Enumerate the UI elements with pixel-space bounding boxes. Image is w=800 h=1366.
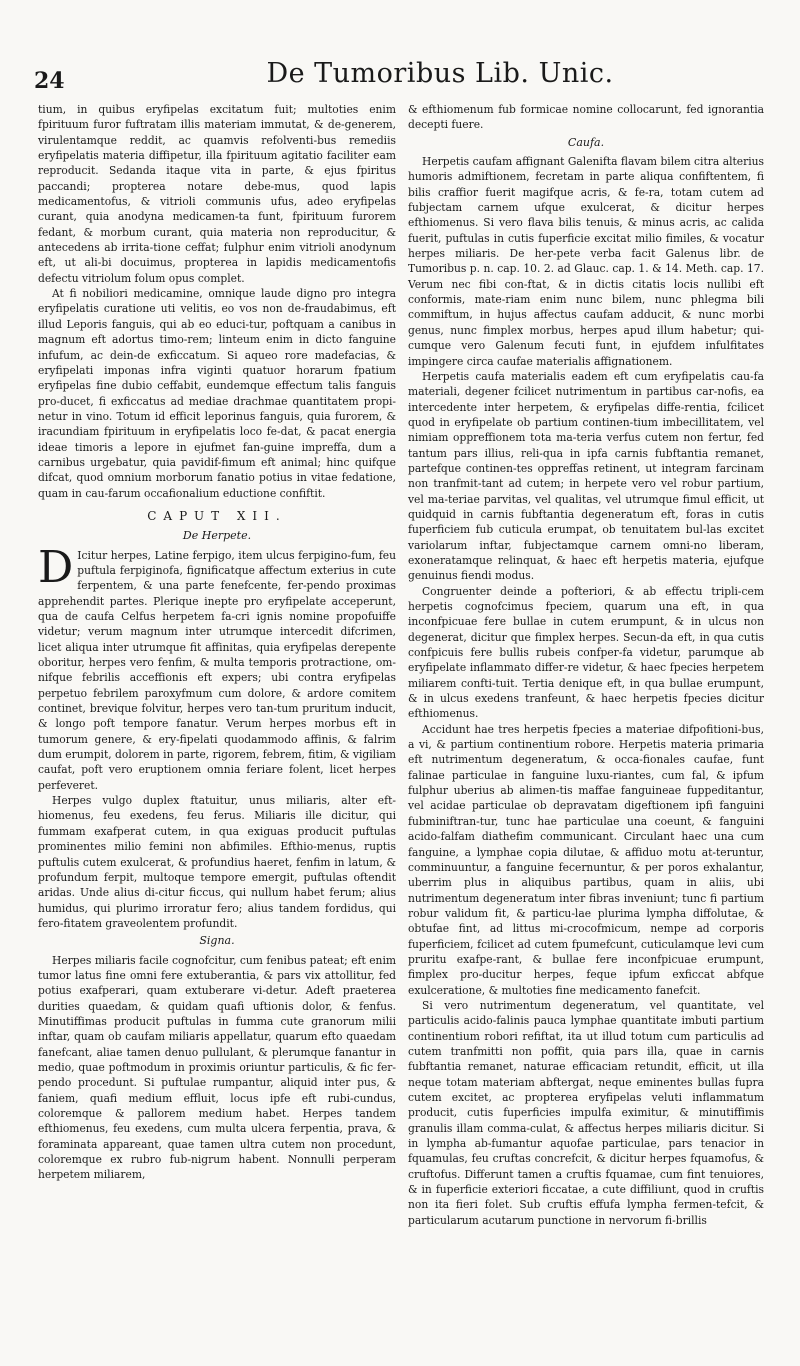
paragraph: & efthiomenum fub formicae nomine collocarunt, fed ignorantia decepti fuere.	[408, 103, 764, 132]
page-number: 24	[34, 68, 65, 94]
paragraph: Si vero nutrimentum degeneratum, vel quantitate, vel particulis acido-falinis pauca lymphae quantitate imbuti partium continentium robori refiftat, ita ut illud totum cum particulis ad cutem tranfmitti non poffit, quia pars illa, quae in carnis fubftantia remanet, naturae efficaciam retundit, efficit, ut illa neque totam materiam abftergat, neque eminentes bullas fupra cutem excitet, ac propterea eryfipelas veluti inflammatum producit, cutis fuperficies impulfa eximitur, & minutiffimis granulis illam comma-culat, & affectus herpes miliaris dicitur. Si in lympha ab-fumantur aquofae particulae, pars tenacior in fquamulas, feu cruftas concrefcit, & dicitur herpes fquamofus, & cruftofus. Differunt tamen a cruftis fquamae, cum fint tenuiores, & in fuperficie exteriori ficcatae, a cute diffiliunt, quod in cruftis non ita fieri folet. Sub cruftis effufa lympha fermen-tefcit, & particularum acutarum punctione in nervorum fi-brillis	[408, 998, 764, 1227]
paragraph: Herpetis caufam affignant Galenifta flavam bilem citra alterius humoris admiftionem, fecretam in parte aliqua confiftentem, fi bilis craffior fuerit magifque acris, & fe-ra, totam cutem ad fubjectam carnem ufque exulcerat, & dicitur herpes efthiomenus. Si vero flava bilis tenuis, & minus acris, ac calida fuerit, puftulas in cutis fuperficie excitat milio fimiles, & vocatur herpes miliaris. De her-pete verba facit Galenus libr. de Tumoribus p. n. cap. 10. 2. ad Glauc. cap. 1. & 14. Meth. cap. 17. Verum nec fibi con-ftat, & in dictis citatis locis nullibi eft conformis, mate-riam enim nunc bilem, nunc phlegma bili commiftum, in hujus affectus caufam adducit, & nunc morbi genus, nunc fimplex morbus, herpes apud illum habetur; qui-cumque vero Galenum fecuti funt, in ejufdem infulfitates impingere circa caufae materialis affignationem.	[408, 155, 764, 368]
paragraph: At fi nobiliori medicamine, omnique laude digno pro integra eryfipelatis curatione uti velitis, eo vos non de-fraudabimus, eft illud Leporis fanguis, qui ab eo educi-tur, poftquam a canibus in magnum eft adortus timo-rem; linteum enim in dicto fanguine infufum, ac dein-de exficcatum. Si aqueo rore madefacias, & eryfipelati imponas infra viginti quatuor horarum fpatium eryfipelas fine dubio ceffabit, eundemque effectum talis fanguis pro-ducet, fi exficcatus ad mediae drachmae quantitatem propi-netur in vino. Totum id efficit leporinus fanguis, quia furorem, & iracundiam fpirituum in eryfipelatis loco fe-dat, & pacat energia ideae timoris a lepore in ejufmet fan-guine impreffa, dum a carnibus urgebatur, quia pavidif-fimum eft animal; hinc quifque difcat, quod omnium morborum fanatio potius in vitae fedatione, quam in cau-farum occafionalium eductione confiftit.	[38, 287, 396, 500]
right-column	[408, 102, 764, 1228]
running-title: De Tumoribus Lib. Unic.	[266, 58, 614, 89]
paragraph: Congruenter deinde a pofteriori, & ab effectu tripli-cem herpetis cognofcimus fpeciem, quarum una eft, in qua inconfpicuae fere bullae in cutem erumpunt, & in ulcus non degenerat, dicitur que fimplex herpes. Secun-da eft, in qua cutis confpicuis fere bullis rubeis confper-fa videtur, parumque ab eryfipelate inflammato differ-re videtur, & haec fpecies herpetem miliarem confti-tuit. Tertia denique eft, in qua bullae erumpunt, & in ulcus exedens tranfeunt, & haec herpetis fpecies dicitur efthiomenus.	[408, 584, 764, 721]
paragraph: tium, in quibus eryfipelas excitatum fuit; multoties enim fpirituum furor fuftratam illis materiam immutat, & de-generem, virulentamque reddit, ac quamvis refolventi-bus remediis eryfipelatis materia diffipetur, illa fpirituum agitatio faciliter eam reproducit. Sedanda itaque vita in parte, & ejus fpiritus paccandi; propterea notare debe-mus, quod lapis medicamentofus, & vitrioli communis ufus, adeo eryfipelas curant, quia anodyna medicamen-ta funt, fpirituum furorem fedant, & morbum curant, quia materia non reproducitur, & antecedens ab irrita-tione ceffat; fulphur enim vitrioli anodynum eft, ut ali-bi docuimus, propterea in lapidis medicamentofis defectu vitriolum folum opus complet.	[38, 103, 396, 285]
chapter-title: De Herpete.	[182, 529, 252, 543]
section-heading-signa: Signa.	[199, 934, 235, 948]
chapter-heading: CAPUT XII.	[147, 508, 287, 523]
paragraph: Herpetis caufa materialis eadem eft cum eryfipelatis cau-fa materiali, degener fcilicet nutrimentum in partibus car-nofis, ea intercedente inter herpetem, & eryfipelas diffe-rentia, fcilicet quod in eryfipelate ob partium continen-tium imbecillitatem, vel nimiam oppreffionem tota ma-teria verfus cutem non fertur, fed tantum pars illius, reli-qua in ipfa carnis fubftantia remanet, partefque continen-tes oppreffas retinent, ut integram farcinam non tranfmit-tant ad cutem; in herpete vero vel robur partium, vel ma-teriae parvitas, vel qualitas, vel utrumque fimul efficit, ut quidquid in carnis fubftantia degeneratum eft, foras in cutis fuperficiem fub cuticula erumpat, ob tenuitatem bul-las excitet variolarum inftar, fubjectamque carnem omni-no liberam, exoneratamque relinquat, & haec eft herpetis materia, ejufque genuinus fiendi modus.	[408, 369, 764, 583]
paragraph-text: Icitur herpes, Latine ferpigo, item ulcus ferpigino-fum, feu puftula ferpiginofa, fignificatque affectum exterius in cute ferpentem, & una parte fenefcente, fer-pendo proximas apprehendit partes. Plerique inepte pro eryfipelate acceperunt, qua de caufa Celfus herpetem fa-cri ignis nomine propofuiffe videtur; verum magnum inter utrumque intercedit difcrimen, licet aliqua inter utrumque fit affinitas, quia eryfipelas derepente oboritur, herpes vero fenfim, & multa temporis protractione, om-nifque febrilis acceffionis eft expers; ubi contra eryfipelas perpetuo febrilem paroxyfmum cum dolore, & ardore comitem continet, brevique folvitur, herpes vero tan-tum pruritum inducit, & longo poft tempore fanatur. Verum herpes morbus eft in tumorum genere, & ery-fipelati quodammodo affinis, & falrim dum erumpit, dolorem in parte, rigorem, febrem, fitim, & vigiliam caufat, poft vero eruptionem omnia feriare folent, licet herpes perfeveret.	[38, 548, 396, 792]
drop-cap: D	[38, 541, 74, 593]
paragraph: Herpes miliaris facile cognofcitur, cum fenibus pateat; eft enim tumor latus fine omni fere extuberantia, & pars vix attollitur, fed potius exafperari, quam extuberare vi-detur. Adeft praeterea durities quaedam, & quidam quafi uftionis dolor, & fenfus. Minutiffimas producit puftulas in fumma cute granorum milii inftar, quam ob caufam miliaris appellatur, quarum efto quaedam fanefcant, aliae tamen denuo pullulant, & plerumque fanantur in medio, quae poftmodum in proximis oriuntur particulis, & fic fer-pendo procedunt. Si puftulae rumpantur, aliquid inter pus, & faniem, quafi medium effluit, locus ipfe eft rubi-cundus, coloremque & pallorem medium habet. Herpes tandem efthiomenus, feu exedens, cum multa ulcera ferpentia, prava, & foraminata appareant, quae tamen ultra cutem non procedunt, coloremque ex rubro fub-nigrum habent. Nonnulli perperam herpetem miliarem,	[38, 953, 396, 1182]
left-column	[38, 102, 396, 1183]
paragraph: Herpes vulgo duplex ftatuitur, unus miliaris, alter eft-hiomenus, feu exedens, feu ferus. Miliaris ille dicitur, qui fummam exafperat cutem, in qua exiguas producit puftulas prominentes milio femini non abfimiles. Efthio-menus, ruptis puftulis cutem exulcerat, & profundius haeret, fenfim in latum, & profundum ferpit, multoque tempore emergit, puftulas oftendit aridas. Unde alius di-citur ficcus, qui nullum habet ferum; alius humidus, qui plurimo irroratur fero; alius tandem fordidus, qui fero-fitatem graveolentem profundit.	[38, 794, 396, 930]
paragraph: Accidunt hae tres herpetis fpecies a materiae difpofitioni-bus, a vi, & partium continentium robore. Herpetis materia primaria eft nutrimentum degeneratum, & occa-fionales caufae, funt falinae particulae in fanguine luxu-riantes, cum fal, & ipfum fulphur uberius ab alimen-tis maffae fanguineae fuppeditantur, vel acidae particulae ob depravatam digeftionem ipfi fanguini fubminiftran-tur, tunc hae particulae una coeunt, & fanguini acido-falfam diathefim communicant. Circulant haec una cum fanguine, a lymphae copia dilutae, & affiduo motu at-teruntur, comminuuntur, a fanguine fecernuntur, & per poros exhalantur, uberrim plus in aliquibus partibus, quam in aliis, ubi nutrimentum degeneratum inter fibras inveniunt; tunc fi partium robur validum fit, & particu-lae plurima lympha diffolutae, & obtufae fint, ad littus mi-crocofmicum, nempe ad corporis fuperficiem, fcilicet ad cutem fpumefcunt, cuticulamque levi cum pruritu exafpe-rant, & bullae fere inconfpicuae erumpunt, fimplex pro-ducitur herpes, feque ipfum exficcat abfque exulceratione, & multoties fine medicamento fanefcit.	[408, 722, 764, 997]
section-heading-causa: Caufa.	[567, 135, 605, 149]
paragraph-with-dropcap	[38, 541, 396, 794]
page-header	[34, 58, 766, 98]
